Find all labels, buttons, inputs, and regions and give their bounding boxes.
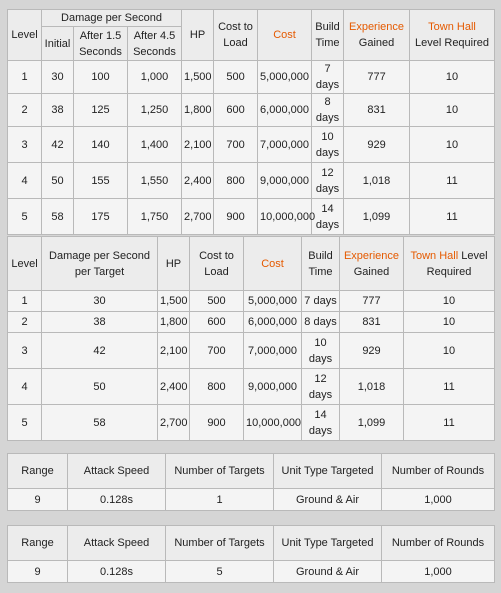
cell: 2 [8, 312, 42, 333]
cell: 11 [410, 163, 495, 199]
col-unit-type: Unit Type Targeted [274, 454, 382, 489]
cell: 140 [74, 127, 128, 163]
cell: 1,800 [182, 94, 214, 127]
cell: 1,250 [128, 94, 182, 127]
cell: 1,099 [340, 405, 404, 441]
cell: 1 [8, 291, 42, 312]
col-unit-type: Unit Type Targeted [274, 526, 382, 561]
cell: 1,018 [340, 369, 404, 405]
cell: 4 [8, 369, 42, 405]
cell: 3 [8, 333, 42, 369]
town-hall-label: Town Hall [428, 21, 476, 33]
col-attack-speed: Attack Speed [68, 526, 166, 561]
cell: 777 [340, 291, 404, 312]
cell: 700 [214, 127, 258, 163]
cell: 6,000,000 [244, 312, 302, 333]
cell: 10,000,000 [258, 199, 312, 235]
cell: 10 days [312, 127, 344, 163]
col-experience [340, 237, 404, 291]
cell: 7 days [302, 291, 340, 312]
experience-rest: Gained [353, 265, 390, 278]
table-row [8, 127, 495, 163]
cell: 58 [42, 405, 158, 441]
cell: 777 [344, 61, 410, 94]
col-town-hall [404, 237, 495, 291]
cell: 3 [8, 127, 42, 163]
cell: 10 [404, 312, 495, 333]
table-row [8, 94, 495, 127]
cell: 14 days [302, 405, 340, 441]
table-row [8, 61, 495, 94]
cell: 6,000,000 [258, 94, 312, 127]
cell: 12 days [312, 163, 344, 199]
town-hall-rest: Level Required [426, 249, 488, 278]
cell: 1,550 [128, 163, 182, 199]
cell: 38 [42, 312, 158, 333]
cell: 4 [8, 163, 42, 199]
table-row [8, 312, 495, 333]
cell: 5,000,000 [244, 291, 302, 312]
col-dps: Damage per Second [42, 10, 182, 27]
cell: 1,750 [128, 199, 182, 235]
table-row [8, 333, 495, 369]
col-build-time: Build Time [302, 237, 340, 291]
col-build-time: Build Time [312, 10, 344, 61]
cell: 2,100 [158, 333, 190, 369]
cell: 30 [42, 61, 74, 94]
cell: 10 days [302, 333, 340, 369]
cell: 1,000 [128, 61, 182, 94]
cell: 10 [404, 291, 495, 312]
col-hp: HP [158, 237, 190, 291]
table-row [8, 163, 495, 199]
cell: 11 [410, 199, 495, 235]
cell: 2 [8, 94, 42, 127]
col-dps-per-target: Damage per Second per Target [42, 237, 158, 291]
cell: 2,400 [182, 163, 214, 199]
cell: 5 [166, 561, 274, 583]
col-experience [344, 10, 410, 61]
table-row [8, 291, 495, 312]
cell: 58 [42, 199, 74, 235]
cell: 1,018 [344, 163, 410, 199]
cell: 0.128s [68, 561, 166, 583]
cell: 1 [8, 61, 42, 94]
experience-rest: Gained [358, 37, 395, 49]
cell: 8 days [302, 312, 340, 333]
cell: 9,000,000 [258, 163, 312, 199]
cell: 1,800 [158, 312, 190, 333]
cell: 5 [8, 405, 42, 441]
table-row [8, 561, 495, 583]
cell: 7 days [312, 61, 344, 94]
table-row [8, 199, 495, 235]
cell: 2,400 [158, 369, 190, 405]
col-attack-speed: Attack Speed [68, 454, 166, 489]
cell: 929 [344, 127, 410, 163]
cell: 7,000,000 [244, 333, 302, 369]
cell: 2,700 [182, 199, 214, 235]
cell: 38 [42, 94, 74, 127]
cell: 10 [410, 127, 495, 163]
cell: 2,700 [158, 405, 190, 441]
cell: 10,000,000 [244, 405, 302, 441]
col-rounds: Number of Rounds [382, 454, 495, 489]
cell: 5 [8, 199, 42, 235]
cell: 10 [410, 61, 495, 94]
cell: 1,400 [128, 127, 182, 163]
col-initial: Initial [42, 27, 74, 61]
table-row [8, 369, 495, 405]
cell: 5,000,000 [258, 61, 312, 94]
cell: 9,000,000 [244, 369, 302, 405]
cell: 0.128s [68, 489, 166, 511]
col-level: Level [8, 237, 42, 291]
cell: 30 [42, 291, 158, 312]
cell: 500 [190, 291, 244, 312]
cell: 929 [340, 333, 404, 369]
col-town-hall [410, 10, 495, 61]
col-cost: Cost [258, 10, 312, 61]
cell: 12 days [302, 369, 340, 405]
cell: 42 [42, 333, 158, 369]
cell: 600 [190, 312, 244, 333]
cell: 1,500 [182, 61, 214, 94]
cell: 7,000,000 [258, 127, 312, 163]
col-targets: Number of Targets [166, 526, 274, 561]
cell: 900 [190, 405, 244, 441]
col-range: Range [8, 454, 68, 489]
stats-table-multi [7, 525, 495, 583]
cell: Ground & Air [274, 489, 382, 511]
col-rounds: Number of Rounds [382, 526, 495, 561]
cell: 8 days [312, 94, 344, 127]
cell: 9 [8, 561, 68, 583]
col-cost-to-load: Cost to Load [214, 10, 258, 61]
col-cost: Cost [244, 237, 302, 291]
cell: 1,099 [344, 199, 410, 235]
cell: 50 [42, 163, 74, 199]
cell: 600 [214, 94, 258, 127]
cell: 2,100 [182, 127, 214, 163]
cell: 500 [214, 61, 258, 94]
table-row [8, 405, 495, 441]
table-row [8, 489, 495, 511]
cell: 800 [190, 369, 244, 405]
cell: 11 [404, 369, 495, 405]
cell: 125 [74, 94, 128, 127]
col-after-4-5: After 4.5 Seconds [128, 27, 182, 61]
experience-label: Experience [343, 249, 400, 262]
col-range: Range [8, 526, 68, 561]
cell: 831 [340, 312, 404, 333]
cell: 10 [404, 333, 495, 369]
cell: 11 [404, 405, 495, 441]
experience-label: Experience [348, 21, 405, 33]
cell: 1 [166, 489, 274, 511]
col-level: Level [8, 10, 42, 61]
cell: 831 [344, 94, 410, 127]
cell: 1,000 [382, 561, 495, 583]
cell: 155 [74, 163, 128, 199]
cell: 9 [8, 489, 68, 511]
stats-table-single [7, 453, 495, 511]
cell: 42 [42, 127, 74, 163]
upgrade-table-single-target [7, 9, 495, 235]
cell: 14 days [312, 199, 344, 235]
cell: 800 [214, 163, 258, 199]
col-after-1-5: After 1.5 Seconds [74, 27, 128, 61]
cell: 10 [410, 94, 495, 127]
cell: 700 [190, 333, 244, 369]
cell: 900 [214, 199, 258, 235]
col-hp: HP [182, 10, 214, 61]
col-targets: Number of Targets [166, 454, 274, 489]
cell: Ground & Air [274, 561, 382, 583]
cell: 100 [74, 61, 128, 94]
cell: 50 [42, 369, 158, 405]
town-hall-rest: Level Required [415, 37, 490, 49]
cell: 1,000 [382, 489, 495, 511]
col-cost-to-load: Cost to Load [190, 237, 244, 291]
town-hall-label: Town Hall [410, 249, 459, 262]
cell: 1,500 [158, 291, 190, 312]
upgrade-table-multi-target [7, 236, 495, 441]
cell: 175 [74, 199, 128, 235]
